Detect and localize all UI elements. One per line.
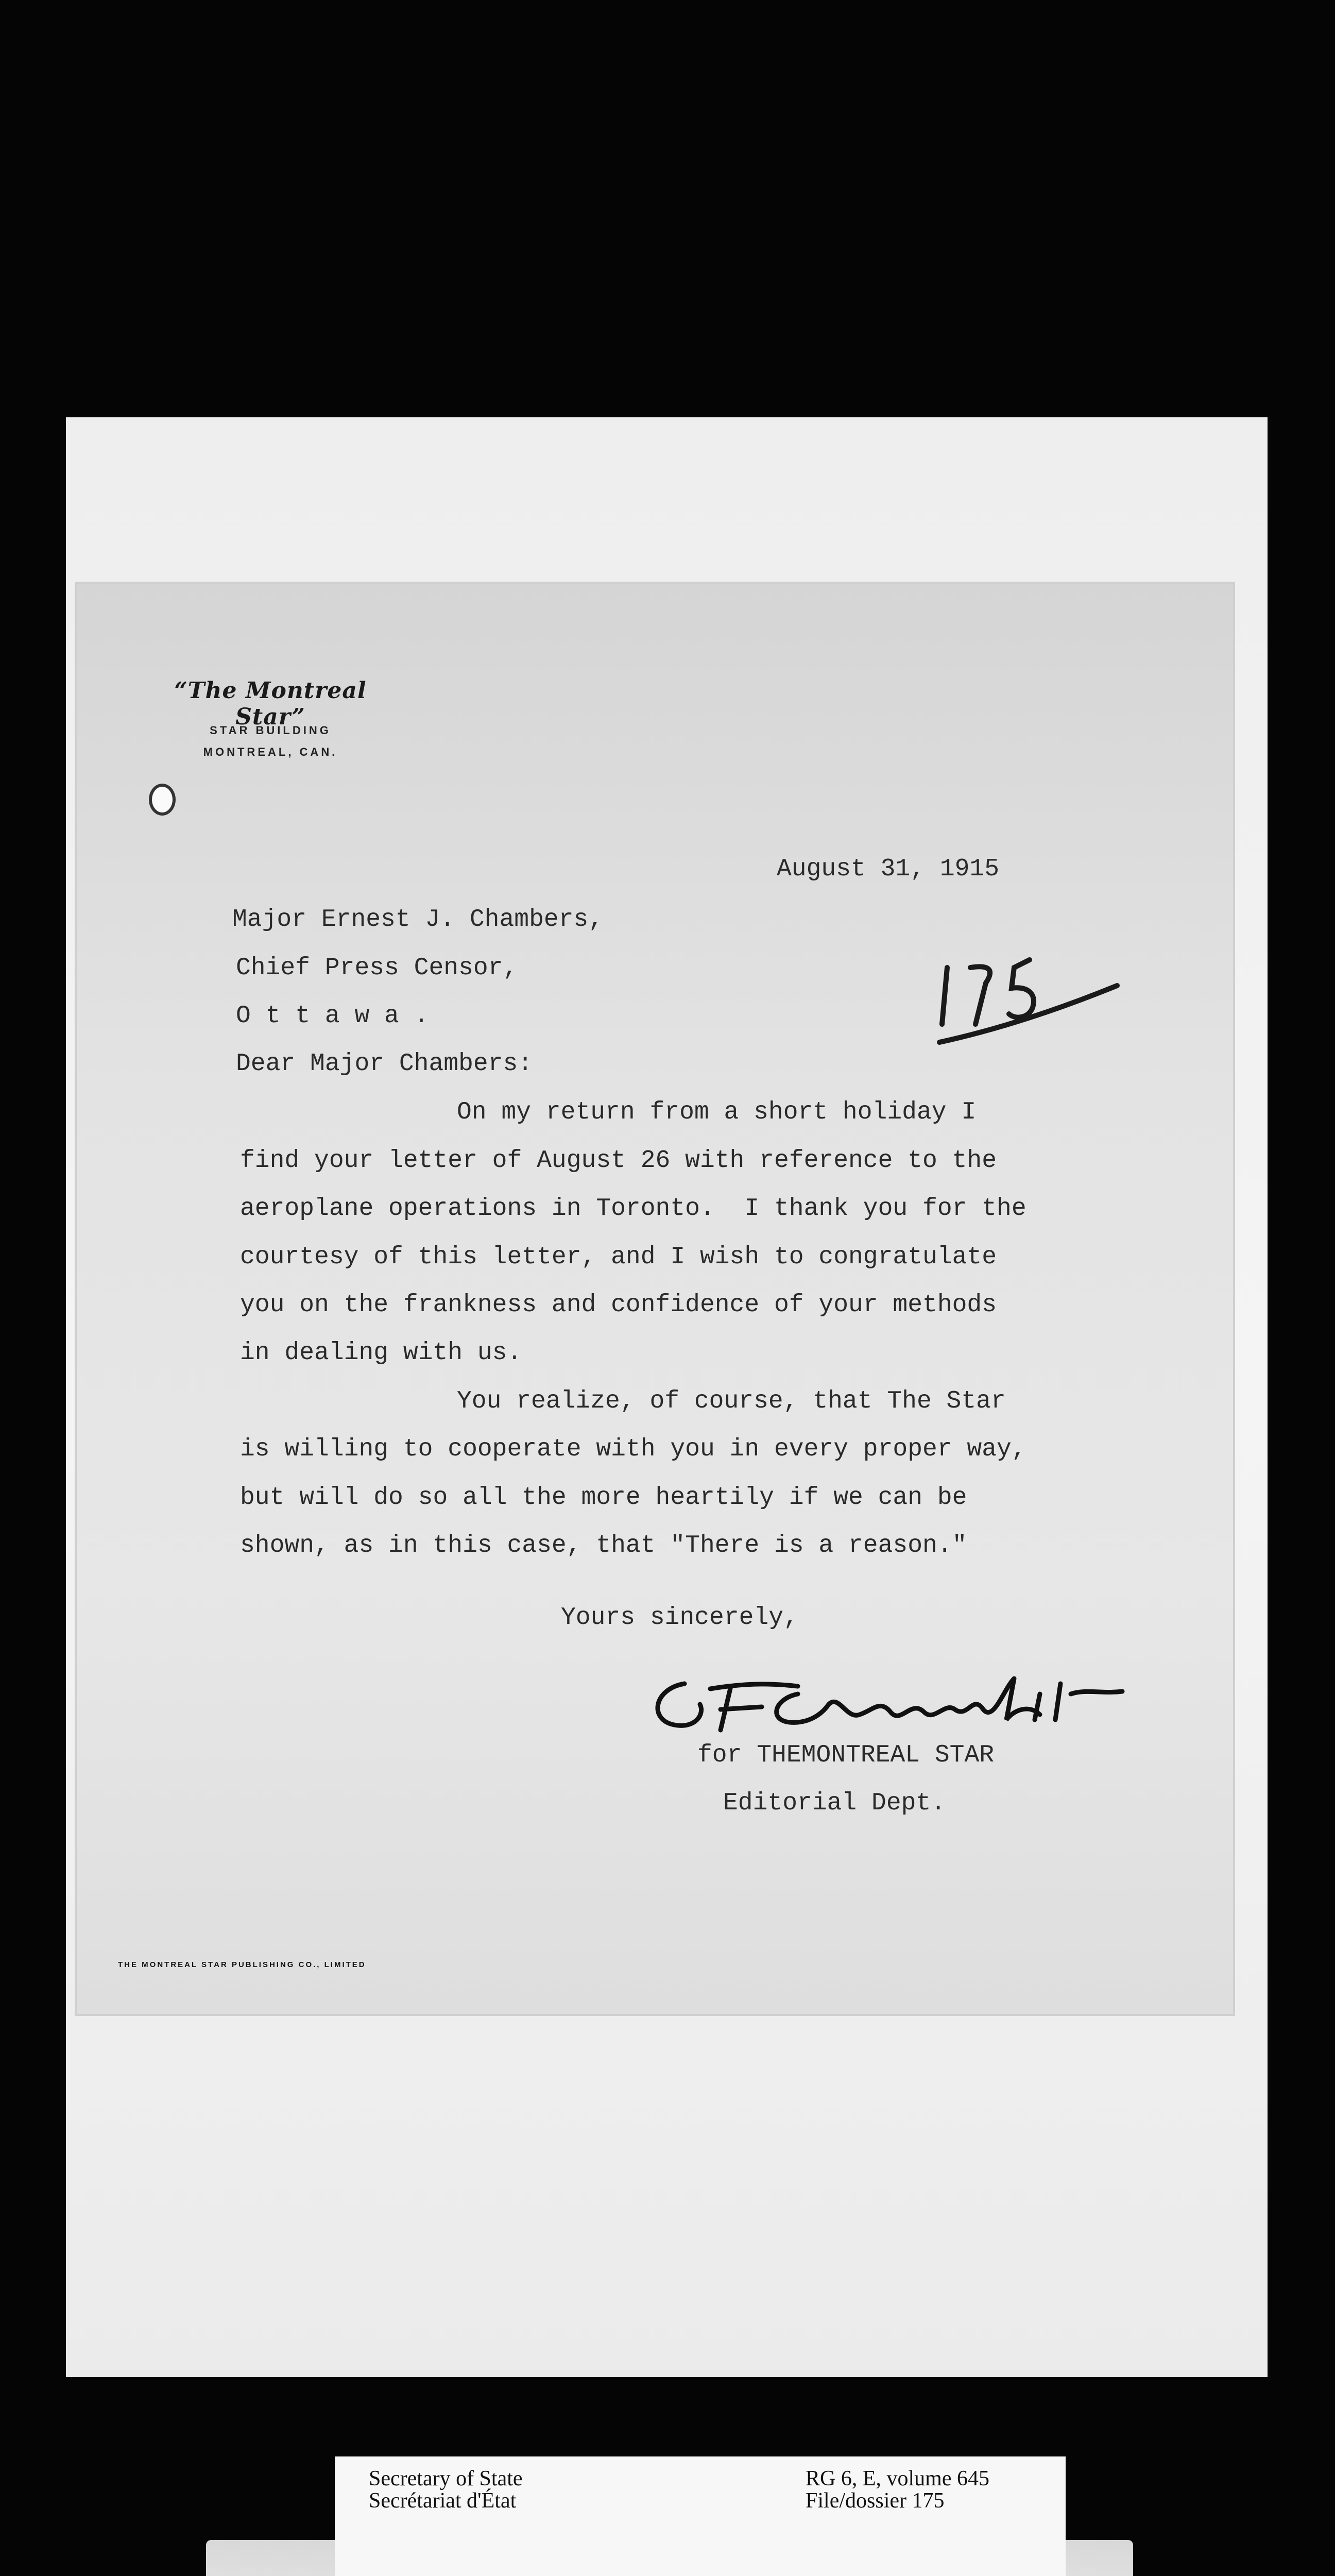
archive-file-number: File/dossier 175	[806, 2489, 945, 2513]
handwritten-signature	[643, 1663, 1158, 1745]
handwritten-file-number	[927, 947, 1122, 1050]
body-line-1: On my return from a short holiday I	[457, 1098, 977, 1126]
letter-sheet	[77, 584, 1233, 2014]
signature-dept: Editorial Dept.	[723, 1789, 946, 1817]
closing: Yours sincerely,	[561, 1604, 798, 1632]
letter-date: August 31, 1915	[777, 855, 1000, 883]
body-line-2: find your letter of August 26 with reference to the	[240, 1147, 997, 1175]
body-line-3: aeroplane operations in Toronto. I thank you for the	[240, 1195, 1026, 1223]
dept-french: Secrétariat d'État	[369, 2489, 517, 2513]
letterhead-line-1: STAR BUILDING	[210, 724, 331, 737]
publisher-imprint: THE MONTREAL STAR PUBLISHING CO., LIMITED	[118, 1960, 366, 1969]
body-line-10: shown, as in this case, that "There is a reason."	[240, 1532, 967, 1560]
body-line-4: courtesy of this letter, and I wish to congratulate	[240, 1243, 997, 1271]
recipient-line-1: Major Ernest J. Chambers,	[232, 906, 604, 934]
body-line-5: you on the frankness and confidence of your methods	[240, 1291, 997, 1319]
recipient-line-2: Chief Press Censor,	[236, 954, 518, 982]
archive-reference: RG 6, E, volume 645	[806, 2467, 989, 2490]
signature-for: for THEMONTREAL STAR	[697, 1741, 995, 1769]
body-line-8: is willing to cooperate with you in every proper way,	[240, 1435, 1026, 1463]
dept-english: Secretary of State	[369, 2467, 523, 2490]
punch-hole	[149, 784, 176, 816]
letterhead-line-2: MONTREAL, CAN.	[203, 745, 338, 758]
letterhead-title: “The Montreal Star”	[174, 677, 367, 730]
recipient-line-3: O t t a w a .	[236, 1002, 429, 1030]
body-line-7: You realize, of course, that The Star	[457, 1387, 1006, 1415]
salutation: Dear Major Chambers:	[236, 1050, 533, 1078]
body-line-6: in dealing with us.	[240, 1339, 522, 1367]
body-line-9: but will do so all the more heartily if we can be	[240, 1484, 967, 1512]
